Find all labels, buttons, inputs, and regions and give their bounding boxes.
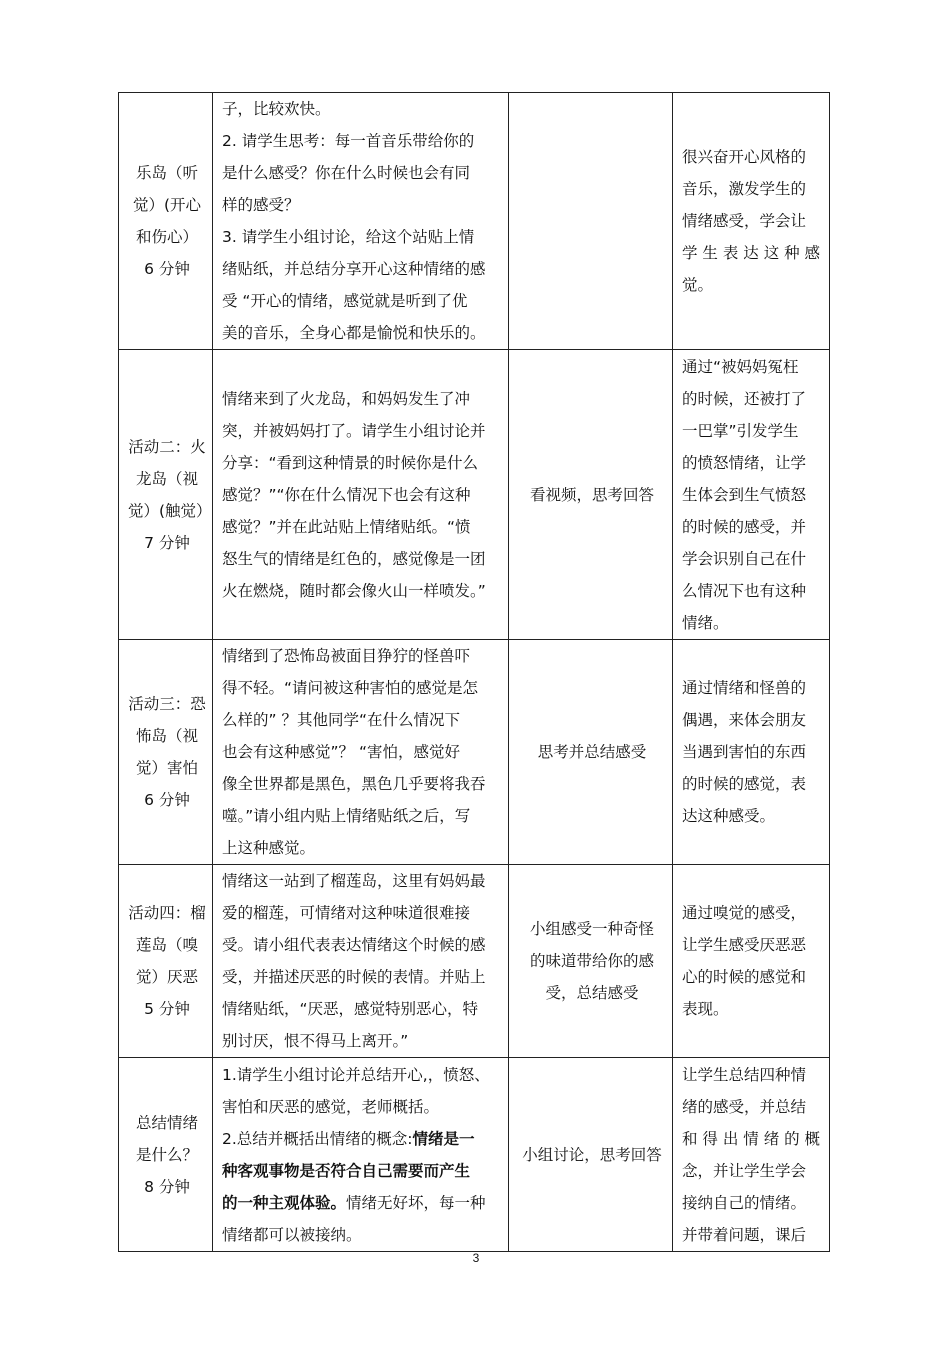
cell-line: 活动二：火 <box>128 437 206 456</box>
teacher-activity-cell <box>213 865 509 1058</box>
activity-cell <box>119 1058 213 1252</box>
cell-line: 美的音乐，全身心都是愉悦和快乐的。 <box>222 324 486 342</box>
cell-text: 2.总结并概括出情绪的概念: <box>222 1129 413 1148</box>
cell-line: 情绪感受，学会让 <box>682 212 807 230</box>
emphasis-text: 的一种主观体验。 <box>222 1193 347 1212</box>
cell-line: 噬。”请小组内贴上情绪贴纸之后，写 <box>222 807 471 825</box>
cell-line: 看视频，思考回答 <box>529 485 654 504</box>
design-purpose-cell <box>673 1058 830 1252</box>
teacher-activity-cell <box>213 350 509 640</box>
cell-line <box>222 1123 502 1155</box>
activity-cell <box>119 865 213 1058</box>
cell-line: 活动三：恐 <box>128 695 206 713</box>
cell-line: 的时候的感觉，表 <box>682 775 807 793</box>
activity-cell <box>119 93 213 350</box>
cell-line: 像全世界都是黑色，黑色几乎要将我吞 <box>222 775 486 793</box>
cell-line <box>222 1219 502 1251</box>
student-activity-cell <box>509 1058 673 1252</box>
cell-line: 火在燃烧，随时都会像火山一样喷发。” <box>222 581 486 600</box>
cell-line: 得不轻。“请问被这种害怕的感觉是怎 <box>222 679 479 697</box>
cell-line: 接纳自己的情绪。 <box>682 1193 807 1212</box>
activity-cell <box>119 640 213 865</box>
cell-text: 情绪无好坏，每一种 <box>346 1193 486 1212</box>
lesson-plan-table <box>118 92 830 1252</box>
cell-line: 上这种感觉。 <box>222 839 316 857</box>
cell-line: 的时候，还被打了 <box>682 389 807 408</box>
cell-line: 2. 请学生思考：每一首音乐带给你的 <box>222 132 475 150</box>
cell-line: 感觉？”“你在什么情况下也会有这种 <box>222 485 471 504</box>
cell-line: 是什么？ <box>135 1145 198 1164</box>
cell-line: 5 分钟 <box>144 1000 190 1018</box>
design-purpose-cell <box>673 93 830 350</box>
cell-line: 生体会到生气愤怒 <box>682 485 807 504</box>
cell-line: 觉）(开心 <box>132 196 202 214</box>
cell-line: 小组感受一种奇怪 <box>529 920 654 938</box>
cell-line: 受，总结感受 <box>545 984 639 1002</box>
cell-line: 怖岛（视 <box>135 727 198 745</box>
cell-line <box>222 1187 502 1219</box>
cell-line: 爱的榴莲，可情绪对这种味道很难接 <box>222 904 471 922</box>
cell-line: 心的时候的感觉和 <box>682 968 807 986</box>
cell-line: 思考并总结感受 <box>537 743 647 761</box>
cell-line: 念，并让学生学会 <box>682 1161 807 1180</box>
cell-line: 龙岛（视 <box>135 469 198 488</box>
cell-line: 通过情绪和怪兽的 <box>682 679 807 697</box>
cell-line: 觉）害怕 <box>135 759 198 777</box>
cell-text: 情绪都可以被接纳。 <box>222 1225 362 1244</box>
emphasis-text: 情绪是一 <box>412 1129 475 1148</box>
cell-line: 偶遇，来体会朋友 <box>682 711 807 729</box>
cell-line: 音乐，激发学生的 <box>682 180 807 198</box>
cell-line: 和伤心） <box>135 228 198 246</box>
cell-line: 样的感受？ <box>222 196 300 214</box>
cell-line: 活动四：榴 <box>128 904 206 922</box>
cell-line: 并带着问题，课后 <box>682 1225 807 1244</box>
cell-line: 绪贴纸，并总结分享开心这种情绪的感 <box>222 260 486 278</box>
student-activity-cell <box>509 865 673 1058</box>
cell-line: 表现。 <box>682 1000 729 1018</box>
cell-line: 学 生 表 达 这 种 感 <box>682 244 821 262</box>
cell-line: 通过嗅觉的感受， <box>682 904 807 922</box>
cell-line: 突，并被妈妈打了。请学生小组讨论并 <box>222 421 486 440</box>
cell-line <box>222 1059 502 1091</box>
cell-line: 7 分钟 <box>144 533 190 552</box>
table-row <box>119 640 830 865</box>
cell-line: 觉。 <box>682 276 714 294</box>
cell-line: 怒生气的情绪是红色的，感觉像是一团 <box>222 549 486 568</box>
cell-line: 一巴掌”引发学生 <box>682 421 799 440</box>
cell-line: 么样的” ？其他同学“在什么情况下 <box>222 711 460 729</box>
cell-line: 是什么感受？你在什么时候也会有同 <box>222 164 471 182</box>
activity-cell <box>119 350 213 640</box>
cell-text: 害怕和厌恶的感觉，老师概括。 <box>222 1097 440 1116</box>
cell-line: 受。请小组代表表达情绪这个时候的感 <box>222 936 486 954</box>
cell-line: 和 得 出 情 绪 的 概 <box>682 1129 821 1148</box>
cell-line: 觉）厌恶 <box>135 968 198 986</box>
table-row <box>119 1058 830 1252</box>
cell-line: 小组讨论，思考回答 <box>522 1145 662 1164</box>
cell-line: 8 分钟 <box>144 1177 190 1196</box>
student-activity-cell <box>509 93 673 350</box>
cell-line: 情绪到了恐怖岛被面目狰狞的怪兽吓 <box>222 647 471 665</box>
teacher-activity-cell <box>213 1058 509 1252</box>
cell-text: 1.请学生小组讨论并总结开心,，愤怒、 <box>222 1065 490 1084</box>
teacher-activity-cell <box>213 93 509 350</box>
cell-line: 乐岛（听 <box>135 164 198 182</box>
cell-line: 达这种感受。 <box>682 807 776 825</box>
cell-line: 莲岛（嗅 <box>135 936 198 954</box>
design-purpose-cell <box>673 640 830 865</box>
cell-line: 通过“被妈妈冤枉 <box>682 357 799 376</box>
cell-line <box>222 1155 502 1187</box>
cell-line: 也会有这种感觉”？ “害怕，感觉好 <box>222 743 460 761</box>
design-purpose-cell <box>673 865 830 1058</box>
cell-line: 觉）(触觉） <box>128 501 212 520</box>
cell-line: 6 分钟 <box>144 791 190 809</box>
table-row <box>119 93 830 350</box>
emphasis-text: 种客观事物是否符合自己需要而产生 <box>222 1161 471 1180</box>
cell-line: 3. 请学生小组讨论，给这个站贴上情 <box>222 228 475 246</box>
cell-line: 让学生总结四种情 <box>682 1065 807 1084</box>
cell-line: 分享：“看到这种情景的时候你是什么 <box>222 453 479 472</box>
table-row <box>119 350 830 640</box>
table-row <box>119 865 830 1058</box>
cell-line: 的味道带给你的感 <box>529 952 654 970</box>
cell-line: 情绪。 <box>682 613 729 632</box>
cell-line: 受 “开心的情绪，感觉就是听到了优 <box>222 292 468 310</box>
cell-line: 让学生感受厌恶恶 <box>682 936 807 954</box>
cell-line: 情绪来到了火龙岛，和妈妈发生了冲 <box>222 389 471 408</box>
cell-line: 很兴奋开心风格的 <box>682 148 807 166</box>
cell-line: 6 分钟 <box>144 260 190 278</box>
cell-line: 情绪贴纸，“厌恶，感觉特别恶心，特 <box>222 1000 479 1018</box>
page-number: 3 <box>472 1251 480 1265</box>
cell-line: 的时候的感受，并 <box>682 517 807 536</box>
cell-line: 学会识别自己在什 <box>682 549 807 568</box>
cell-line: 受，并描述厌恶的时候的表情。并贴上 <box>222 968 486 986</box>
cell-line: 子，比较欢快。 <box>222 100 331 118</box>
cell-line: 情绪这一站到了榴莲岛，这里有妈妈最 <box>222 872 486 890</box>
cell-line: 么情况下也有这种 <box>682 581 807 600</box>
student-activity-cell <box>509 350 673 640</box>
cell-line: 绪的感受，并总结 <box>682 1097 807 1116</box>
cell-line <box>222 1091 502 1123</box>
design-purpose-cell <box>673 350 830 640</box>
cell-line: 当遇到害怕的东西 <box>682 743 807 761</box>
cell-line: 总结情绪 <box>135 1113 198 1132</box>
cell-line: 感觉？”并在此站贴上情绪贴纸。“愤 <box>222 517 471 536</box>
cell-line: 的愤怒情绪，让学 <box>682 453 807 472</box>
student-activity-cell <box>509 640 673 865</box>
teacher-activity-cell <box>213 640 509 865</box>
cell-line: 别讨厌，恨不得马上离开。” <box>222 1032 409 1050</box>
